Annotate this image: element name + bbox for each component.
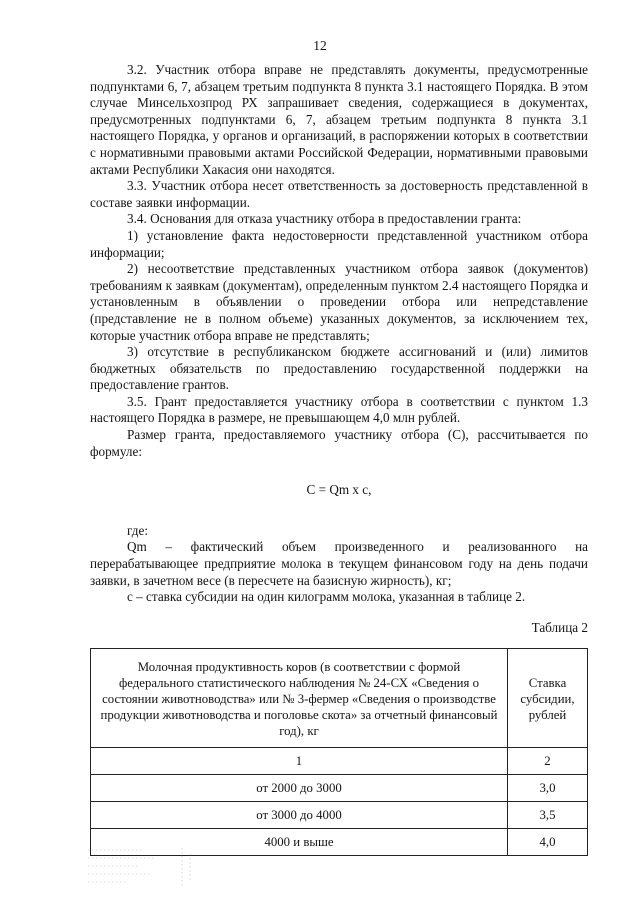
where-label: где: (127, 522, 148, 538)
table-cell: 4000 и выше (91, 829, 508, 856)
scan-artifact (86, 844, 196, 890)
table-row (91, 775, 588, 802)
paragraph-3-3: 3.3. Участник отбора несет ответственность за достоверность представленной в составе заявки информации. (90, 178, 588, 210)
paragraph-3-5: 3.5. Грант предоставляется участнику отбора в соответствии с пунктом 1.3 настоящего Порядка в размере, не превышающем 4,0 млн рублей. (90, 393, 588, 426)
table-cell: 4,0 (508, 829, 588, 856)
list-item-2: 2) несоответствие представленных участником отбора заявок (документов) требованиям к заявкам (документам), определенным пунктом 2.4 настоящего Порядка и установленным в объявлении о проведении отбора или непредставление (представление не в полном объеме) указанных документов, за исключением тех, которые участник отбора вправе не представлять; (90, 261, 588, 343)
table-header-cell: Ставка субсидии, рублей (508, 649, 588, 748)
list-item-1: 1) установление факта недостоверности представленной участником отбора информации; (90, 227, 588, 260)
table-caption: Таблица 2 (531, 619, 588, 635)
definition-qm: Qm – фактический объем произведенного и реализованного на перерабатывающее предприятие молока в текущем финансовом году на день подачи заявки, в зачетном весе (в пересчете на базисную жирность), кг; (90, 539, 588, 588)
table-cell: 2 (508, 748, 588, 775)
paragraph-grant-size: Размер гранта, предоставляемого участнику отбора (С), рассчитывается по формуле: (90, 427, 588, 459)
table-cell: от 2000 до 3000 (91, 775, 508, 802)
list-item-3: 3) отсутствие в республиканском бюджете ассигнований и (или) лимитов бюджетных обязательств по предоставлению государственной поддержки на предоставление грантов. (90, 344, 588, 393)
table-cell: 1 (91, 748, 508, 775)
document-body (90, 62, 588, 856)
paragraph-3-4: 3.4. Основания для отказа участнику отбора в предоставлении гранта: (127, 211, 522, 227)
table-cell: 3,5 (508, 802, 588, 829)
table-row (91, 802, 588, 829)
table-header-row (91, 649, 588, 748)
table-cell: 3,0 (508, 775, 588, 802)
table-header-cell: Молочная продуктивность коров (в соответствии с формой федерального статистического наблюдения № 24-СХ «Сведения о состоянии животноводства» или № 3-фермер «Сведения о производстве продукции животноводства и поголовье скота» за отчетный финансовый год), кг (91, 649, 508, 748)
page-number: 12 (313, 38, 327, 53)
definition-c: с – ставка субсидии на один килограмм молока, указанная в таблице 2. (127, 589, 526, 605)
formula: С = Qm х с, (306, 482, 372, 498)
table-cell: от 3000 до 4000 (91, 802, 508, 829)
paragraph-3-2: 3.2. Участник отбора вправе не представлять документы, предусмотренные подпунктами 6, 7, абзацем третьим подпункта 8 пункта 3.1 настоящего Порядка. В этом случае Минсельхозпрод РХ запрашивает сведения, содержащиеся в документах, предусмотренных подпунктами 6, 7, абзацем третьим подпункта 8 пункта 3.1 настоящего Порядка, у органов и организаций, в распоряжении которых в соответствии с нормативными правовыми актами Российской Федерации, нормативными правовыми актами Республики Хакасия они находятся. (90, 62, 588, 177)
subsidy-rate-table (90, 648, 588, 856)
table-column-numbers-row (91, 748, 588, 775)
